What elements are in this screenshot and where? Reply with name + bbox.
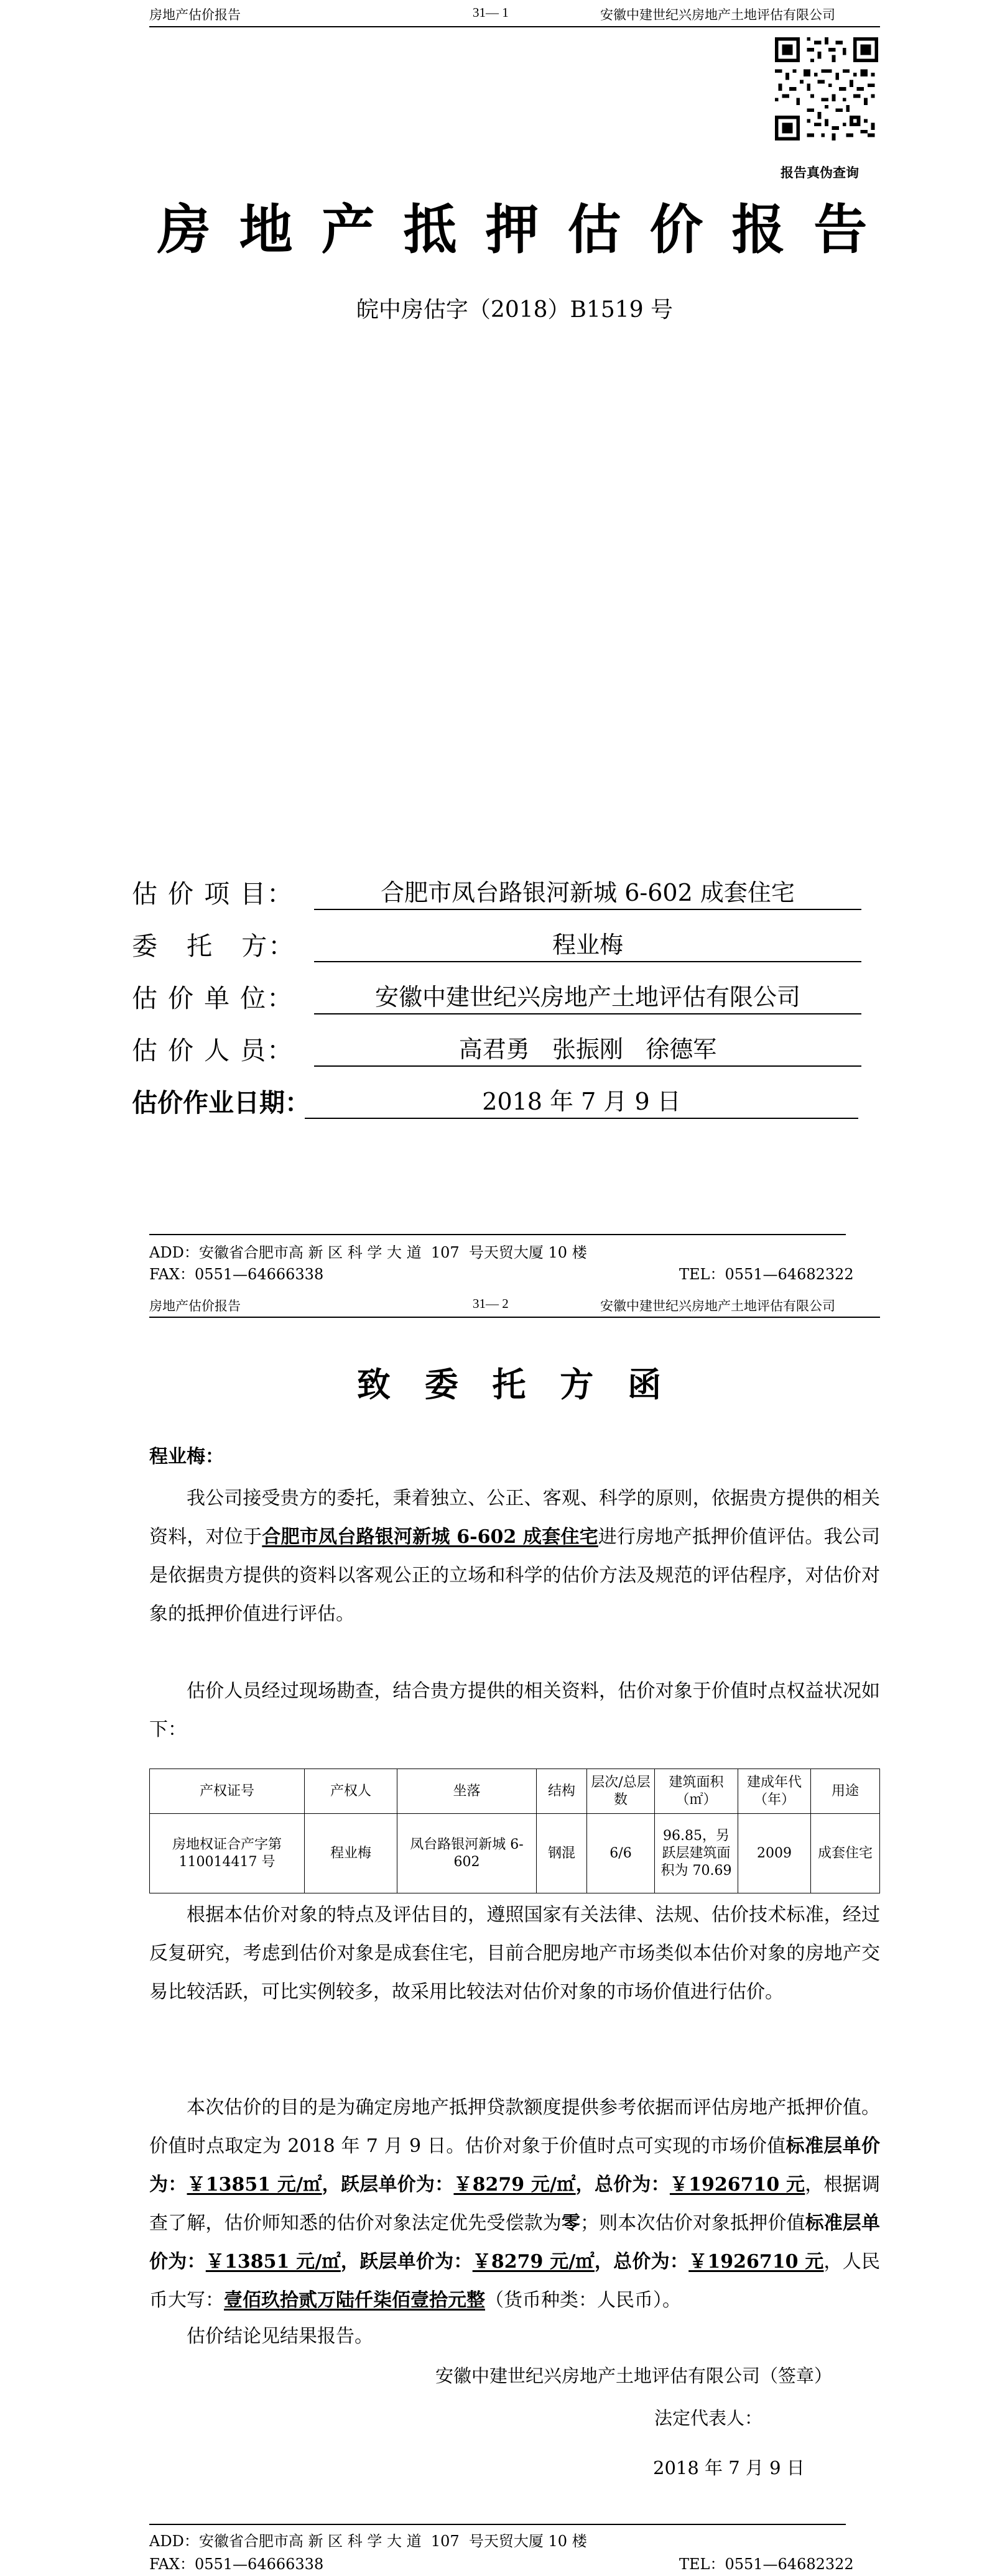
table-cell-structure: 钢混 <box>537 1814 587 1893</box>
page1-header-right: 安徽中建世纪兴房地产土地评估有限公司 <box>600 7 835 22</box>
market-loft-price-label: ，跃层单价为： <box>322 2174 454 2196</box>
paragraph-3-text: 根据本估价对象的特点及评估目的，遵照国家有关法律、法规、估价技术标准，经过反复研究，考虑到估价对象是成套住宅，目前合肥房地产市场类似本估价对象的房地产交易比较活跃，可比实例较多，故采用比较法对估价对象的市场价值进行估价。 <box>149 1904 880 2003</box>
paragraph-4-text-i: （货币种类：人民币）。 <box>485 2289 681 2311</box>
paragraph-1-text-b: 进行房地产抵押价值评估。我公司是依据贵方提供的资料以客观公正的立场和科学的估价方法及规范的评估程序，对估价对象的抵押价值进行评估。 <box>149 1526 880 1625</box>
letter-title: 致 委 托 方 函 <box>356 1364 673 1404</box>
paragraph-4-text-g: ，人民币大写： <box>149 2251 881 2311</box>
market-std-price-label: 标准层单价为： <box>149 2135 880 2196</box>
table-header-row <box>150 1769 880 1814</box>
page1-header-rule <box>149 26 880 27</box>
field-label-client: 委 托 方： <box>132 931 295 961</box>
mortgage-total-value: ￥1926710 元 <box>688 2251 824 2273</box>
field-value-appraiser-company: 安徽中建世纪兴房地产土地评估有限公司 <box>374 983 800 1011</box>
market-total-value: ￥1926710 元 <box>669 2174 805 2196</box>
field-line-project <box>314 909 861 910</box>
table-header-cell: 建成年代（年） <box>738 1769 811 1814</box>
table-header-cell: 层次/总层数 <box>587 1769 655 1814</box>
table-cell-area: 96.85，另跃层建筑面积为 70.69 <box>655 1814 738 1893</box>
paragraph-1-text-a: 我公司接受贵方的委托，秉着独立、公正、客观、科学的原则，依据贵方提供的相关资料，对位于 <box>149 1488 880 1548</box>
page1-header-left: 房地产估价报告 <box>149 7 241 22</box>
table-header-cell: 用途 <box>811 1769 880 1814</box>
letter-salutation: 程业梅： <box>149 1446 224 1468</box>
letter-paragraph-3 <box>149 1896 880 2012</box>
page1-header-page-number: 31— 1 <box>473 5 509 20</box>
amount-in-words: 壹佰玖拾贰万陆仟柒佰壹拾元整 <box>224 2289 485 2311</box>
qr-code-icon[interactable] <box>775 37 878 140</box>
field-line-client <box>314 961 861 962</box>
letter-paragraph-1 <box>149 1479 880 1634</box>
table-cell-location: 凤台路银河新城 6-602 <box>397 1814 537 1893</box>
page2-header-page-number: 31— 2 <box>473 1296 509 1311</box>
paragraph-4-text-c: ，根据调查了解，估价师知悉的估价对象法定优先受偿款为 <box>149 2174 881 2234</box>
page2-footer-fax: FAX：0551—64666338 <box>149 2555 324 2573</box>
page2-footer-tel: TEL：0551—64682322 <box>679 2555 854 2573</box>
report-number: 皖中房估字（2018）B1519 号 <box>356 297 674 323</box>
page1-footer-fax: FAX：0551—64666338 <box>149 1266 324 1283</box>
letter-date: 2018 年 7 月 9 日 <box>653 2457 805 2478</box>
field-value-client: 程业梅 <box>552 931 623 959</box>
market-total-label: ，总价为： <box>575 2174 670 2196</box>
paragraph-2-text: 估价人员经过现场勘查，结合贵方提供的相关资料，估价对象于价值时点权益状况如下： <box>149 1680 880 1741</box>
field-line-work-date <box>305 1118 858 1119</box>
page1-footer-rule <box>149 1234 846 1235</box>
table-row <box>150 1814 880 1893</box>
priority-claim-value: 零 <box>561 2212 581 2234</box>
page2-footer-address: ADD：安徽省合肥市高 新 区 科 学 大 道 107 号天贸大厦 10 楼 <box>149 2532 587 2550</box>
table-cell-floor: 6/6 <box>587 1814 655 1893</box>
paragraph-5-text: 估价结论见结果报告。 <box>187 2325 373 2347</box>
mortgage-total-label: ，总价为： <box>594 2251 689 2273</box>
field-label-project: 估 价 项 目： <box>132 879 294 909</box>
letter-paragraph-2 <box>149 1672 880 1749</box>
mortgage-std-price-value: ￥13851 元/㎡ <box>205 2251 341 2273</box>
page2-header-right: 安徽中建世纪兴房地产土地评估有限公司 <box>600 1299 835 1313</box>
market-loft-price-value: ￥8279 元/㎡ <box>453 2174 576 2196</box>
property-address: 合肥市凤台路银河新城 6-602 成套住宅 <box>262 1526 598 1548</box>
table-cell-built-year: 2009 <box>738 1814 811 1893</box>
field-label-appraisers: 估 价 人 员： <box>132 1036 294 1065</box>
field-value-work-date: 2018 年 7 月 9 日 <box>482 1088 681 1115</box>
mortgage-std-price-label: 标准层单价为： <box>149 2212 881 2273</box>
table-cell-usage: 成套住宅 <box>811 1814 880 1893</box>
table-header-cell: 结构 <box>537 1769 587 1814</box>
report-title: 房 地 产 抵 押 估 价 报 告 <box>157 198 873 261</box>
table-header-cell: 产权人 <box>305 1769 397 1814</box>
table-header-cell: 建筑面积（㎡） <box>655 1769 738 1814</box>
paragraph-4-text-a: 本次估价的目的是为确定房地产抵押贷款额度提供参考依据而评估房地产抵押价值。价值时点取定为 2018 年 7 月 9 日。估价对象于价值时点可实现的市场价值 <box>149 2097 880 2157</box>
property-rights-table <box>149 1769 880 1893</box>
field-value-appraisers: 高君勇 张振刚 徐德军 <box>458 1036 717 1063</box>
paragraph-4-text-e: ；则本次估价对象抵押价值 <box>580 2212 805 2234</box>
mortgage-loft-price-label: ，跃层单价为： <box>340 2251 473 2273</box>
table-header-cell: 坐落 <box>397 1769 537 1814</box>
field-line-appraiser-company <box>314 1013 861 1014</box>
field-value-project: 合肥市凤台路银河新城 6-602 成套住宅 <box>381 879 795 906</box>
field-label-work-date: 估价作业日期： <box>132 1088 310 1118</box>
field-label-appraiser-company: 估 价 单 位： <box>132 983 294 1013</box>
table-header-cell: 产权证号 <box>150 1769 305 1814</box>
page2-footer-rule <box>149 2524 846 2525</box>
table-cell-owner: 程业梅 <box>305 1814 397 1893</box>
letter-paragraph-5 <box>149 2317 880 2356</box>
mortgage-loft-price-value: ￥8279 元/㎡ <box>472 2251 595 2273</box>
market-std-price-value: ￥13851 元/㎡ <box>187 2174 322 2196</box>
page1-footer-address: ADD：安徽省合肥市高 新 区 科 学 大 道 107 号天贸大厦 10 楼 <box>149 1244 587 1261</box>
signature-company: 安徽中建世纪兴房地产土地评估有限公司（签章） <box>435 2365 833 2386</box>
page2-header-left: 房地产估价报告 <box>149 1299 241 1313</box>
field-line-appraisers <box>314 1065 861 1067</box>
legal-representative: 法定代表人： <box>654 2408 763 2429</box>
letter-paragraph-4 <box>149 2089 880 2320</box>
page2-header-rule <box>149 1317 880 1318</box>
qr-caption: 报告真伪查询 <box>781 165 859 180</box>
page1-footer-tel: TEL：0551—64682322 <box>679 1266 854 1283</box>
table-cell-certificate-no: 房地权证合产字第 110014417 号 <box>150 1814 305 1893</box>
